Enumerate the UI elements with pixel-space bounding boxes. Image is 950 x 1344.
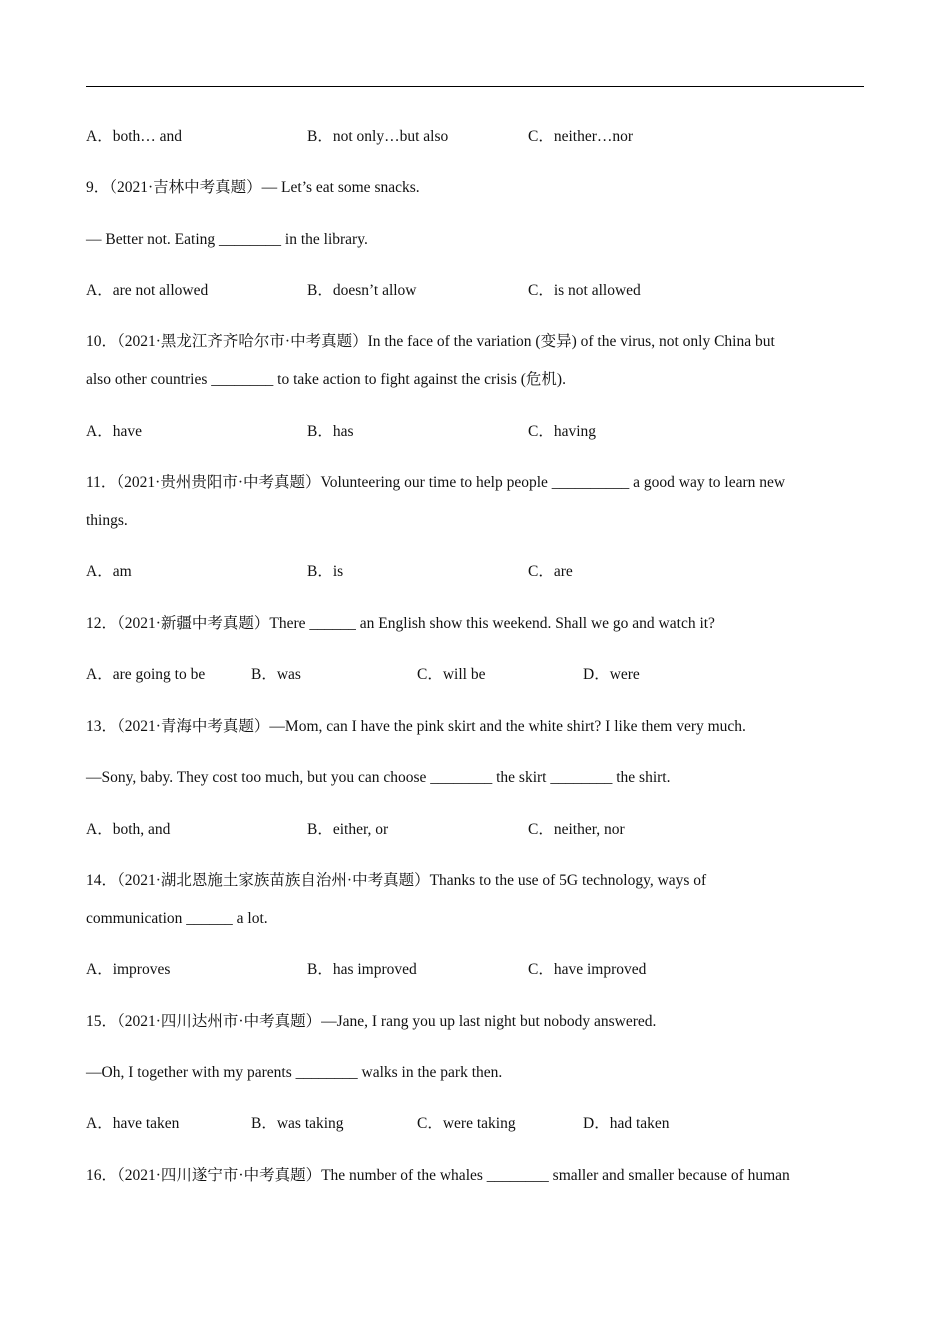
q11-stem-line2: things. [86, 512, 128, 529]
q15-option-d: D．had taken [583, 1115, 670, 1132]
q9-option-b: B．doesn’t allow [307, 282, 417, 299]
q15-option-c: C．were taking [417, 1115, 516, 1132]
q10-option-a: A．have [86, 423, 142, 440]
q14-stem-line2: communication ______ a lot. [86, 910, 268, 927]
q8-option-b: B．not only…but also [307, 128, 449, 145]
q10-option-b: B．has [307, 423, 354, 440]
q13-option-a: A．both, and [86, 821, 171, 838]
q9-option-c: C．is not allowed [528, 282, 641, 299]
q12-option-a: A．are going to be [86, 666, 206, 683]
q15-stem-line2: —Oh, I together with my parents ________ walks in the park then. [86, 1064, 503, 1081]
q11-stem-line1: 11．（2021·贵州贵阳市·中考真题）Volunteering our time to help people __________ a good way to learn new [86, 474, 786, 491]
q9-stem-line1: 9．（2021·吉林中考真题）— Let’s eat some snacks. [86, 179, 420, 196]
q9-stem-line2: — Better not. Eating ________ in the library. [86, 231, 368, 248]
q12-option-b: B．was [251, 666, 301, 683]
q10-stem-line1: 10．（2021·黑龙江齐齐哈尔市·中考真题）In the face of the variation (变异) of the virus, not only China but [86, 333, 775, 350]
q11-option-b: B．is [307, 563, 344, 580]
q8-option-c: C．neither…nor [528, 128, 634, 145]
q15-stem-line1: 15．（2021·四川达州市·中考真题）—Jane, I rang you up last night but nobody answered. [86, 1013, 657, 1030]
q14-stem-line1: 14．（2021·湖北恩施土家族苗族自治州·中考真题）Thanks to the use of 5G technology, ways of [86, 872, 707, 889]
q14-option-b: B．has improved [307, 961, 417, 978]
q10-stem-line2: also other countries ________ to take action to fight against the crisis (危机). [86, 371, 566, 388]
q13-stem-line2: —Sony, baby. They cost too much, but you can choose ________ the skirt ________ the shirt. [86, 769, 671, 786]
header-rule [86, 86, 864, 87]
q8-option-a: A．both… and [86, 128, 183, 145]
q9-option-a: A．are not allowed [86, 282, 209, 299]
q11-option-c: C．are [528, 563, 573, 580]
q14-option-c: C．have improved [528, 961, 647, 978]
q14-option-a: A．improves [86, 961, 171, 978]
q15-option-b: B．was taking [251, 1115, 344, 1132]
q12-option-d: D．were [583, 666, 640, 683]
q15-option-a: A．have taken [86, 1115, 180, 1132]
q13-option-c: C．neither, nor [528, 821, 625, 838]
q12-option-c: C．will be [417, 666, 486, 683]
q13-stem-line1: 13．（2021·青海中考真题）—Mom, can I have the pink skirt and the white shirt? I like them very much. [86, 718, 746, 735]
q10-option-c: C．having [528, 423, 597, 440]
q11-option-a: A．am [86, 563, 132, 580]
q13-option-b: B．either, or [307, 821, 389, 838]
q12-stem-line1: 12．（2021·新疆中考真题）There ______ an English show this weekend. Shall we go and watch it? [86, 615, 715, 632]
q16-stem-line1: 16．（2021·四川遂宁市·中考真题）The number of the whales ________ smaller and smaller because of human [86, 1167, 790, 1184]
